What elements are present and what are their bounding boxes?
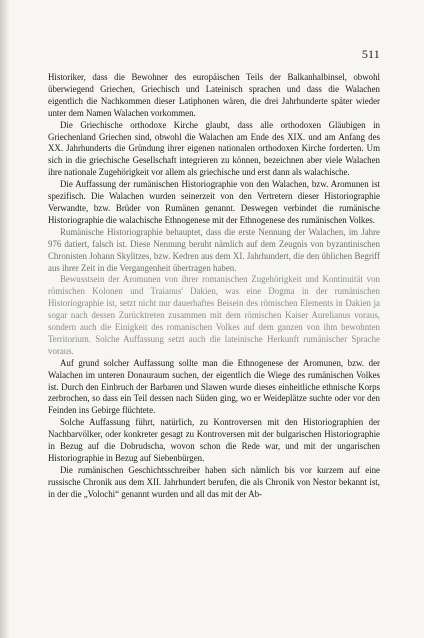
paragraph-8: Die rumänischen Geschichtsschreiber haben sich nämlich bis vor kurzem auf eine russische Chronik aus dem XII. Jahrhundert berufen, die als Chronik von Nestor bekannt ist, in der die „Volochi“ genannt wurden und all das mit der Ab- [48,464,380,499]
paragraph-6: Auf grund solcher Auffassung sollte man die Ethnogenese der Aromunen, bzw. der Walachen im unteren Donauraum suchen, der eigentlich die Wiege des rumänischen Volkes ist. Durch den Einbruch der Barbaren und Slawen wurde dieses einheitliche ethnische Korps zerbrochen, so dass ein Teil dessen nach Süden ging, wo er Weideplätze suchte oder vor den Feinden ins Gebirge flüchtete. [48,357,380,416]
paragraph-1: Historiker, dass die Bewohner des europäischen Teils der Balkanhalbinsel, obwohl überwiegend Griechen, Griechisch und Lateinisch sprachen und dass die Walachen eigentlich die Nachkommen dieser Latiphonen wären, die drei Jahrhunderte später wieder unter dem Namen Walachen vorkommen. [48,72,380,118]
paragraph-3: Die Auffassung der rumänischen Historiographie von den Walachen, bzw. Aromunen ist spezifisch. Die Walachen wurden seinerzeit von den Vertretern dieser Historiographie Verwandte, bzw. Brüder von Rumänen genannt. Deswegen verbindet die rumänische Historiographie die walachische Ethnogenese mit der Ethnogenese des rumänischen Volkes. [48,179,380,225]
paragraph-7: Solche Auffassung führt, natürlich, zu Kontroversen mit den Historiographien der Nachbarvölker, oder konkreter gesagt zu Kontroversen mit der bulgarischen Historiographie in Bezug auf die Dobrudscha, wovon schon die Rede war, und mit der ungarischen Historiographie in Bezug auf Siebenbürgen. [48,417,380,463]
page-number: 511 [361,47,380,61]
paragraph-5: Bewusstsein der Aromunen von ihrer romanischen Zugehörigkeit und Kontinuität von römischen Kolonen und Traianus' Dakien, was eine Dogma in der rumänischen Historiographie ist, setzt nicht nur dauerhaftes Beisein des römischen Elements in Dakien ja sogar nach dessen Zurücktreten zusammen mit dem römischen Kaiser Aurelianus voraus, sondern auch die Einigkeit des romanischen Volkes auf dem ganzen von ihm bewohnten Territorium. Solche Auffassung setzt auch die lateinische Herkunft rumänischer Sprache voraus. [48,274,380,356]
paragraph-4: Rumänische Historiographie behauptet, dass die erste Nennung der Walachen, im Jahre 976 datiert, falsch ist. Diese Nennung beruht nämlich auf dem Zeugnis von byzantinischen Chronisten Johann Skylitzes, bzw. Kedren aus dem XI. Jahrhundert, die den üblichen Begriff aus ihrer Zeit in die Vergangenheit übertragen haben. [48,226,380,273]
page-gutter-shadow [0,0,10,638]
body-text [48,72,380,501]
paragraph-2: Die Griechische orthodoxe Kirche glaubt, dass alle orthodoxen Gläubigen in Griechenland Griechen sind, obwohl die Walachen am Ende des XIX. und am Anfang des XX. Jahrhunderts die Gründung ihrer eigenen nationalen orthodoxen Kirche forderten. Um sich in die griechische Gesellschaft integrieren zu können, bezeichnen aber viele Walachen ihre nationale Zugehörigkeit vor allem als griechische und erst dann als walachische. [48,119,380,178]
